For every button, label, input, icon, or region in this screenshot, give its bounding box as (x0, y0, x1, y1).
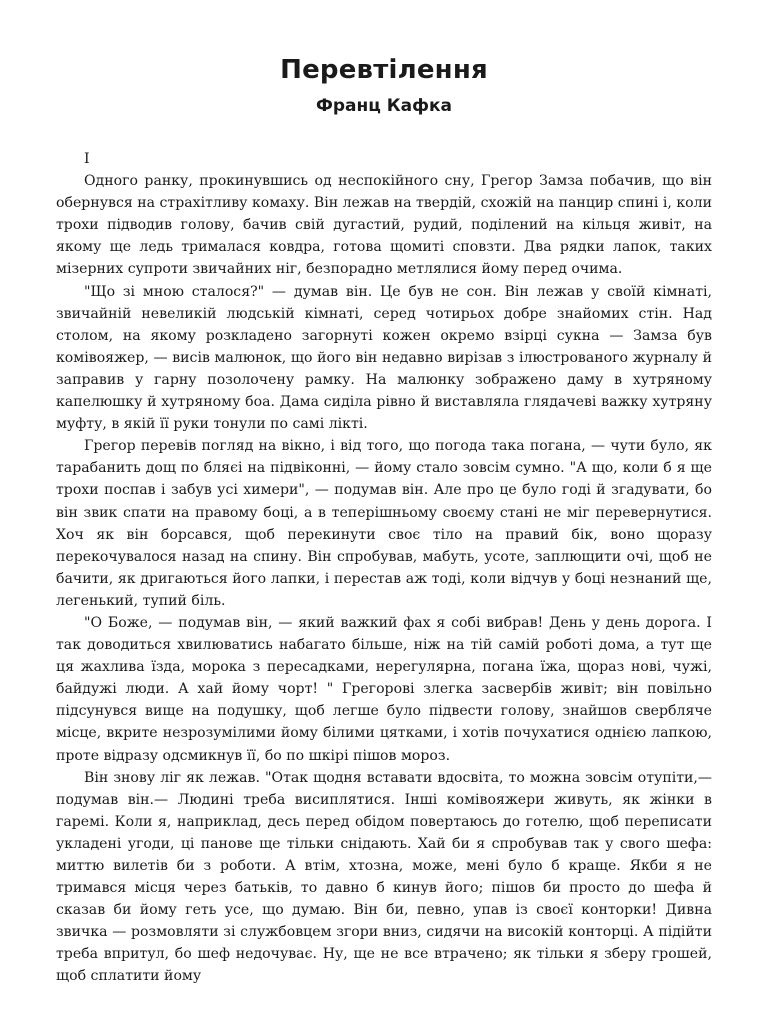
paragraph: "Що зі мною сталося?" — думав він. Це був не сон. Він лежав у своїй кімнаті, звичайній невеликій людській кімнаті, серед чотирьох добре знайомих стін. Над столом, на якому розкладено загорнуті кожен окремо взірці сукна — Замза був комівояжер, — висів малюнок, що його він недавно вирізав з ілюстрованого журналу й заправив у гарну позолочену рамку. На малюнку зображено даму в хутряному капелюшку й хутряному боа. Дама сиділа рівно й виставляла глядачеві важку хутряну муфту, в якій її руки тонули по самі лікті. (56, 283, 712, 433)
document-title: Перевтілення (280, 55, 488, 85)
paragraph: "О Боже, — подумав він, — який важкий фах я собі вибрав! День у день дорога. І так доводиться хвилюватись набагато більше, ніж на тій самій роботі дома, а тут ще ця жахлива їзда, морока з пересадками, нерегулярна, погана їжа, щораз нові, чужі, байдужі люди. А хай йому чорт! " Грегорові злегка засвербів живіт; він повільно підсунувся вище на подушку, щоб легше було підвести голову, знайшов свербляче місце, вкрите незрозумілими йому білими цятками, і хотів почухатися однією лапкою, проте відразу одсмикнув її, бо по шкірі пішов мороз. (56, 614, 712, 764)
paragraph: Грегор перевів погляд на вікно, і від того, що погода така погана, — чути було, як тарабанить дощ по бляєі на підвіконні, — йому стало зовсім сумно. "А що, коли б я ще трохи поспав і забув усі химери", — подумав він. Але про це було годі й згадувати, бо він звик спати на правому боці, а в теперішньому своєму стані не міг перевернутися. Хоч як він борсався, щоб перекинути своє тіло на правий бік, воно щоразу перекочувалося назад на спину. Він спробував, мабуть, усоте, заплющити очі, щоб не бачити, як дригаються його лапки, і перестав аж тоді, коли відчув у боці незнаний ще, легенький, тупий біль. (56, 438, 712, 609)
document-body (56, 148, 712, 988)
document-author: Франц Кафка (315, 96, 452, 116)
chapter-number: I (84, 151, 90, 167)
paragraph: Одного ранку, прокинувшись од неспокійного сну, Грегор Замза побачив, що він обернувся на страхітливу комаху. Він лежав на твердій, схожій на панцир спині і, коли трохи підводив голову, бачив свій дугастий, рудий, поділений на кільця живіт, на якому ще ледь трималася ковдра, готова щомиті сповзти. Два рядки лапок, таких мізерних супроти звичайних ніг, безпорадно метлялися йому перед очима. (56, 173, 712, 278)
paragraph: Він знову ліг як лежав. "Отак щодня вставати вдосвіта, то можна зовсім отупіти,— подумав він.— Людині треба висиплятися. Інші комівояжери живуть, як жінки в гаремі. Коли я, наприклад, десь перед обідом повертаюсь до готелю, щоб переписати укладені угоди, ці панове ще тільки снідають. Хай би я спробував так у свого шефа: миттю вилетів би з роботи. А втім, хтозна, може, мені було б краще. Якби я не тримався місця через батьків, то давно б кинув його; пішов би просто до шефа й сказав би йому геть усе, що думаю. Він би, певно, упав із своєї конторки! Дивна звичка — розмовляти зі службовцем згори вниз, сидячи на високій конторці. А підійти треба впритул, бо шеф недочуває. Ну, ще не все втрачено; як тільки я зберу грошей, щоб сплатити йому (56, 769, 712, 985)
